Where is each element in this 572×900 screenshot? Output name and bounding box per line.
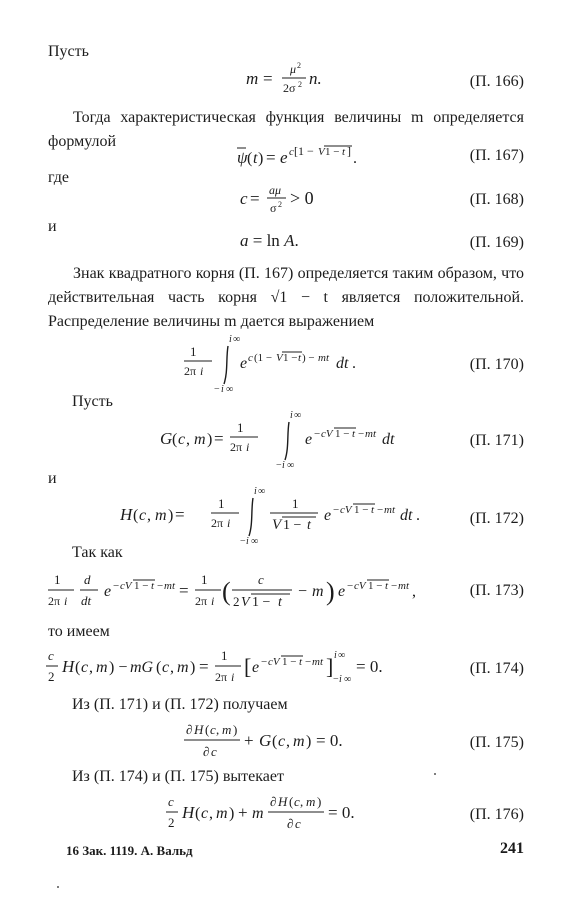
svg-text:e: e xyxy=(240,355,248,372)
svg-text:−: − xyxy=(347,580,354,592)
svg-text:∞: ∞ xyxy=(233,334,241,345)
svg-text:m: m xyxy=(293,733,305,750)
svg-text:i: i xyxy=(64,594,68,608)
svg-text:σ: σ xyxy=(270,201,277,215)
svg-text:1 −: 1 − xyxy=(335,428,350,440)
svg-text:= 0.: = 0. xyxy=(316,731,343,750)
svg-text:m: m xyxy=(194,431,206,448)
svg-text:,: , xyxy=(147,507,151,524)
svg-text:c: c xyxy=(168,794,174,809)
svg-text:∂: ∂ xyxy=(203,744,210,759)
svg-text:e: e xyxy=(338,583,346,600)
svg-text:dt: dt xyxy=(382,431,395,448)
paragraph-text: и xyxy=(48,218,57,235)
svg-text:mt: mt xyxy=(398,580,409,592)
equation-number: (П. 172) xyxy=(469,510,524,527)
svg-text:=: = xyxy=(250,189,260,208)
svg-text:(: ( xyxy=(272,733,278,750)
svg-text:=: = xyxy=(266,148,276,167)
svg-text:(: ( xyxy=(222,577,231,606)
svg-text:i: i xyxy=(282,460,285,471)
equation-173 xyxy=(46,568,456,616)
svg-text:2π: 2π xyxy=(230,440,243,454)
svg-text:mt: mt xyxy=(318,352,329,364)
svg-text:∞: ∞ xyxy=(287,460,295,471)
svg-text:−: − xyxy=(113,580,120,592)
svg-text:m: m xyxy=(252,805,264,822)
svg-text:−: − xyxy=(298,583,308,600)
svg-text:m: m xyxy=(306,794,316,809)
svg-text:(: ( xyxy=(289,794,294,809)
svg-text:1: 1 xyxy=(237,420,244,435)
equation-number: (П. 175) xyxy=(469,734,524,751)
svg-text:cV: cV xyxy=(321,428,333,440)
svg-text:.: . xyxy=(416,507,420,524)
svg-text:2: 2 xyxy=(168,815,175,830)
svg-text:1: 1 xyxy=(54,572,61,587)
svg-text:mt: mt xyxy=(384,504,395,516)
svg-text:2: 2 xyxy=(48,669,55,684)
equation-number: (П. 176) xyxy=(469,806,524,823)
svg-text:m: m xyxy=(246,69,259,88)
svg-text:t: t xyxy=(307,518,311,533)
svg-text:1 −: 1 − xyxy=(283,352,298,364)
svg-text:i: i xyxy=(246,536,249,547)
svg-text:+: + xyxy=(238,803,248,822)
svg-text:t: t xyxy=(298,352,302,364)
svg-text:∂: ∂ xyxy=(186,722,193,737)
svg-text:1: 1 xyxy=(201,572,208,587)
svg-text:1: 1 xyxy=(221,648,228,663)
svg-text:i: i xyxy=(254,486,257,497)
equation-168 xyxy=(240,182,340,218)
svg-text:,: , xyxy=(170,659,174,676)
paragraph-text: то имеем xyxy=(48,623,110,640)
svg-text:V: V xyxy=(276,352,283,364)
svg-text:c: c xyxy=(201,805,209,822)
svg-text:.: . xyxy=(352,355,356,372)
svg-text:−: − xyxy=(333,674,339,685)
svg-text:t: t xyxy=(342,146,346,158)
svg-text:,: , xyxy=(216,722,220,737)
equation-167 xyxy=(236,141,376,171)
svg-text:,: , xyxy=(186,431,190,448)
svg-text:G: G xyxy=(259,731,272,750)
svg-text:∞: ∞ xyxy=(344,674,352,685)
svg-text:2σ: 2σ xyxy=(283,81,296,95)
svg-text:c: c xyxy=(289,146,294,158)
svg-text:∞: ∞ xyxy=(258,486,266,497)
svg-text:> 0: > 0 xyxy=(290,188,314,208)
svg-text:,: , xyxy=(286,733,290,750)
svg-text:i: i xyxy=(290,410,293,421)
svg-text:i: i xyxy=(246,440,250,454)
svg-text:mt: mt xyxy=(164,580,175,592)
print-speck xyxy=(57,886,59,888)
svg-text:mG: mG xyxy=(130,659,154,676)
svg-text:1: 1 xyxy=(190,344,197,359)
svg-text:2: 2 xyxy=(278,200,282,209)
paragraph-text: Тогда характеристическая функция величины m определяется формулой xyxy=(48,109,524,150)
svg-text:−: − xyxy=(276,460,282,471)
svg-text:): ) xyxy=(233,722,238,737)
svg-text:): ) xyxy=(207,431,213,448)
svg-text:c: c xyxy=(210,722,216,737)
svg-text:(: ( xyxy=(247,150,253,167)
svg-text:−: − xyxy=(358,428,365,440)
svg-text:): ) xyxy=(326,577,335,606)
svg-text:=: = xyxy=(199,657,209,676)
svg-text:(: ( xyxy=(172,431,178,448)
svg-text:m: m xyxy=(96,659,108,676)
svg-text:m: m xyxy=(177,659,189,676)
svg-text:(: ( xyxy=(133,507,139,524)
svg-text:−: − xyxy=(261,656,268,668)
svg-text:H: H xyxy=(194,722,204,737)
svg-text:1: 1 xyxy=(292,496,299,511)
svg-text:G: G xyxy=(160,429,173,448)
svg-text:t: t xyxy=(151,580,155,592)
svg-text:∞: ∞ xyxy=(294,410,302,421)
svg-text:i: i xyxy=(229,334,232,345)
svg-text:1 −: 1 − xyxy=(325,146,340,158)
svg-text:(: ( xyxy=(156,659,162,676)
svg-text:i: i xyxy=(221,384,224,395)
svg-text:V: V xyxy=(241,595,250,610)
equation-number: (П. 168) xyxy=(469,191,524,208)
equation-number: (П. 170) xyxy=(469,356,524,373)
svg-text:−: − xyxy=(157,580,164,592)
svg-text:−: − xyxy=(314,428,321,440)
svg-text:c: c xyxy=(278,733,286,750)
paragraph-text: Знак квадратного корня (П. 167) определяется таким образом, что действительная часть корня √1 − t является положительной. Распределение величины m дается выражением xyxy=(48,265,524,330)
svg-text:(: ( xyxy=(75,659,81,676)
svg-text:c: c xyxy=(81,659,89,676)
svg-text:[: [ xyxy=(244,654,252,679)
equation-175 xyxy=(184,718,404,764)
svg-text:−: − xyxy=(333,504,340,516)
svg-text:aμ: aμ xyxy=(269,183,282,197)
svg-text:cV: cV xyxy=(268,656,280,668)
svg-text:t: t xyxy=(352,428,356,440)
svg-text:mt: mt xyxy=(312,656,323,668)
svg-text:t: t xyxy=(371,504,375,516)
paragraph-text: Пусть xyxy=(72,393,113,410)
svg-text:n.: n. xyxy=(309,69,322,88)
svg-text:t: t xyxy=(299,656,303,668)
svg-text:2π: 2π xyxy=(215,670,228,684)
svg-text:,: , xyxy=(209,805,213,822)
svg-text:cV: cV xyxy=(354,580,366,592)
svg-text:∞: ∞ xyxy=(226,384,234,395)
svg-text:mt: mt xyxy=(365,428,376,440)
svg-text:H: H xyxy=(120,505,133,524)
svg-text:2π: 2π xyxy=(211,516,224,530)
svg-text:1: 1 xyxy=(218,496,225,511)
svg-text:H: H xyxy=(278,794,288,809)
svg-text:−: − xyxy=(214,384,220,395)
svg-text:t: t xyxy=(385,580,389,592)
paragraph-text: и xyxy=(48,470,57,487)
paragraph-text: Пусть xyxy=(48,43,89,60)
svg-text:(: ( xyxy=(195,805,201,822)
svg-text:c: c xyxy=(139,507,147,524)
svg-text:cV: cV xyxy=(340,504,352,516)
svg-text:c: c xyxy=(295,816,301,831)
svg-text:m: m xyxy=(216,805,228,822)
equation-number: (П. 166) xyxy=(469,73,524,90)
svg-text:e: e xyxy=(252,659,260,676)
page-number: 241 xyxy=(500,840,524,857)
equation-number: (П. 167) xyxy=(469,147,524,164)
svg-text:1 −: 1 − xyxy=(252,595,271,610)
svg-text:t: t xyxy=(278,595,282,610)
svg-text:dt: dt xyxy=(336,355,349,372)
svg-text:i: i xyxy=(231,670,235,684)
svg-text:dt: dt xyxy=(81,593,92,608)
svg-text:c: c xyxy=(211,744,217,759)
equation-number: (П. 173) xyxy=(469,582,524,599)
svg-text:∂: ∂ xyxy=(287,816,294,831)
svg-text:∞: ∞ xyxy=(338,650,346,661)
svg-text:c: c xyxy=(48,648,54,663)
svg-text:2: 2 xyxy=(297,61,301,70)
paragraph-text: где xyxy=(48,169,70,186)
svg-text:+: + xyxy=(244,731,254,750)
equation-171 xyxy=(160,408,400,472)
svg-text:ψ: ψ xyxy=(237,148,248,167)
svg-text:e: e xyxy=(305,431,313,448)
svg-text:μ: μ xyxy=(290,62,297,76)
svg-text:(: ( xyxy=(205,722,210,737)
svg-text:(1 −: (1 − xyxy=(254,352,273,364)
equation-174 xyxy=(46,644,456,692)
svg-text:): ) xyxy=(168,507,174,524)
svg-text:= 0.: = 0. xyxy=(356,657,383,676)
svg-text:dt: dt xyxy=(400,507,413,524)
svg-text:H: H xyxy=(182,803,195,822)
svg-text:e: e xyxy=(280,148,288,167)
paragraph-text: Так как xyxy=(72,544,123,561)
print-speck xyxy=(434,773,436,775)
equation-number: (П. 174) xyxy=(469,660,524,677)
equation-169: a = ln A. xyxy=(240,231,299,250)
svg-text:i: i xyxy=(200,364,204,378)
svg-text:H: H xyxy=(62,657,75,676)
equation-number: (П. 171) xyxy=(469,432,524,449)
svg-text:=: = xyxy=(179,581,189,600)
equation-number: (П. 169) xyxy=(469,234,524,251)
svg-text:∂: ∂ xyxy=(270,794,277,809)
footer-signature: 16 Зак. 1119. А. Вальд xyxy=(66,843,193,858)
svg-text:c: c xyxy=(240,189,248,208)
svg-text:2π: 2π xyxy=(48,594,61,608)
svg-text:[1 −: [1 − xyxy=(294,144,314,158)
svg-text:1 −: 1 − xyxy=(134,580,149,592)
svg-text:1 −: 1 − xyxy=(368,580,383,592)
svg-text:i: i xyxy=(339,674,342,685)
svg-text:c: c xyxy=(294,794,300,809)
svg-text:t: t xyxy=(253,150,258,167)
svg-text:i: i xyxy=(227,516,231,530)
svg-text:m: m xyxy=(155,507,167,524)
svg-text:1 −: 1 − xyxy=(282,656,297,668)
svg-text:i: i xyxy=(211,594,215,608)
equation-176 xyxy=(166,790,406,836)
svg-text:]: ] xyxy=(326,654,334,679)
svg-text:i: i xyxy=(334,650,337,661)
equation-166 xyxy=(246,60,356,98)
svg-text:,: , xyxy=(300,794,304,809)
svg-text:cV: cV xyxy=(120,580,132,592)
svg-text:= 0.: = 0. xyxy=(328,803,355,822)
paragraph-text: Из (П. 171) и (П. 172) получаем xyxy=(72,696,288,713)
svg-text:−: − xyxy=(391,580,398,592)
svg-text:): ) xyxy=(190,659,196,676)
equation-170 xyxy=(184,332,384,396)
svg-text:d: d xyxy=(84,572,91,587)
svg-text:2: 2 xyxy=(298,80,302,89)
svg-text:1 −: 1 − xyxy=(283,518,302,533)
svg-text:c: c xyxy=(162,659,170,676)
svg-text:]: ] xyxy=(347,144,351,158)
svg-text:V: V xyxy=(272,517,282,533)
svg-text:e: e xyxy=(104,583,112,600)
svg-text:): ) xyxy=(317,794,322,809)
svg-text:c: c xyxy=(248,352,253,364)
svg-text:∞: ∞ xyxy=(251,536,259,547)
svg-text:): ) xyxy=(229,805,235,822)
svg-text:V: V xyxy=(318,146,325,158)
equation-172 xyxy=(120,484,450,548)
svg-text:c: c xyxy=(258,572,264,587)
svg-text:2π: 2π xyxy=(184,364,197,378)
svg-text:): ) xyxy=(258,150,264,167)
svg-text:1 −: 1 − xyxy=(354,504,369,516)
svg-text:,: , xyxy=(412,583,416,600)
svg-text:) −: ) − xyxy=(109,659,128,676)
svg-text:2: 2 xyxy=(233,594,240,609)
svg-text:=: = xyxy=(214,429,224,448)
svg-text:=: = xyxy=(263,69,273,88)
svg-text:c: c xyxy=(178,431,186,448)
svg-text:e: e xyxy=(324,507,332,524)
svg-text:.: . xyxy=(353,150,357,167)
svg-text:,: , xyxy=(89,659,93,676)
svg-text:2π: 2π xyxy=(195,594,208,608)
svg-text:−: − xyxy=(377,504,384,516)
paragraph-text: Из (П. 174) и (П. 175) вытекает xyxy=(72,768,284,785)
svg-text:): ) xyxy=(306,733,312,750)
svg-text:=: = xyxy=(175,505,185,524)
svg-text:m: m xyxy=(222,722,232,737)
svg-text:−: − xyxy=(240,536,246,547)
svg-text:) −: ) − xyxy=(302,352,315,364)
svg-text:−: − xyxy=(305,656,312,668)
svg-text:m: m xyxy=(312,583,324,600)
